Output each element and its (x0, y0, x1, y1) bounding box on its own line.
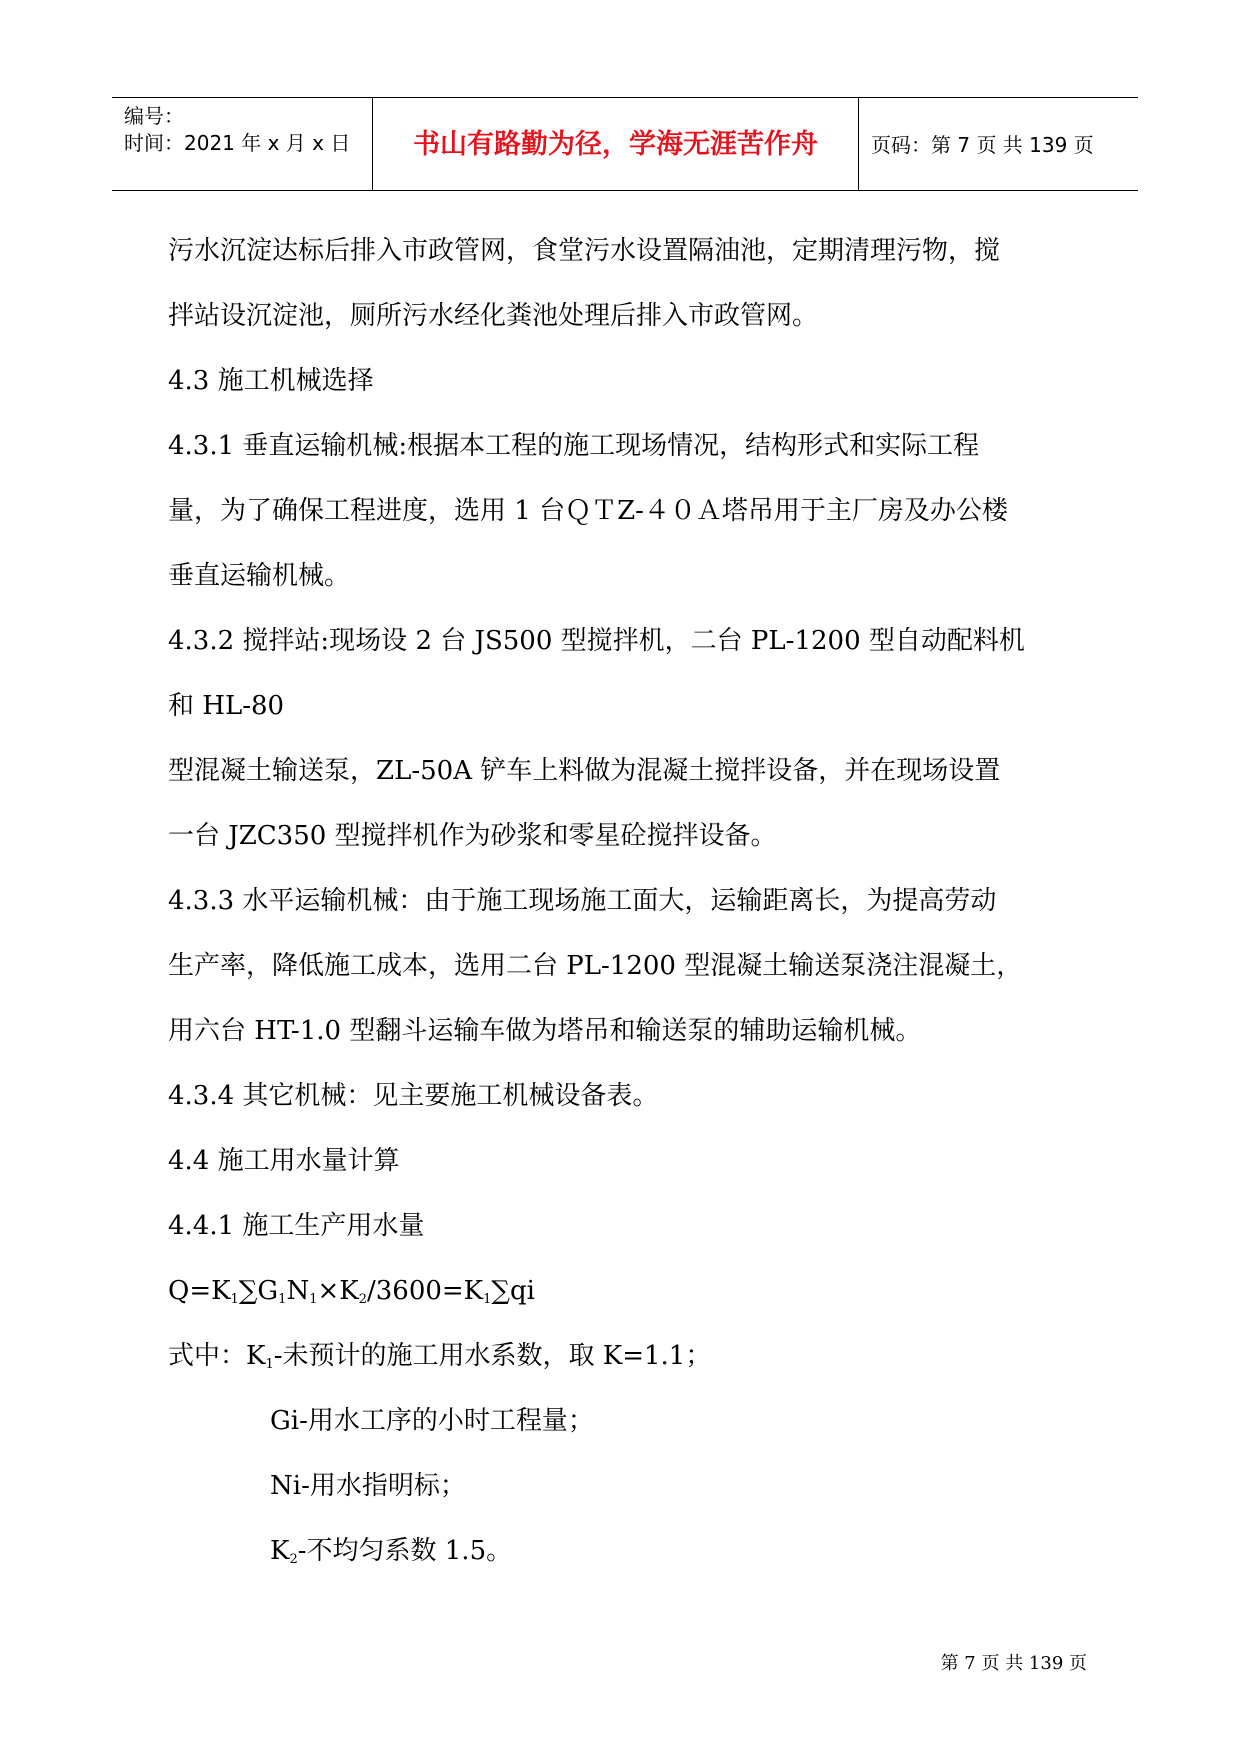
formula-subscript: 1 (483, 1292, 492, 1307)
formula-part: ∑G (238, 1276, 279, 1306)
formula-subscript: 2 (358, 1292, 367, 1307)
definition-k1 (168, 1333, 1088, 1398)
definition-text: -未预计的施工用水系数，取 K=1.1； (273, 1341, 712, 1371)
body-line: 和 HL-80 (168, 691, 285, 721)
formula-subscript: 1 (265, 1357, 274, 1372)
document-body (168, 228, 1088, 1593)
body-line: 4.3.1 垂直运输机械:根据本工程的施工现场情况，结构形式和实际工程 (168, 431, 980, 461)
section-heading: 4.4 施工用水量计算 (168, 1146, 400, 1176)
body-line: 生产率，降低施工成本，选用二台 PL-1200 型混凝土输送泵浇注混凝土， (168, 951, 1023, 981)
formula-subscript: 1 (278, 1292, 287, 1307)
water-formula (168, 1268, 1088, 1333)
definition-prefix: K (270, 1536, 290, 1566)
definition-text: -不均匀系数 1.5。 (297, 1536, 513, 1566)
page-footer: 第 7 页 共 139 页 (940, 1653, 1087, 1674)
body-line: 污水沉淀达标后排入市政管网，食堂污水设置隔油池，定期清理污物，搅 (168, 236, 1001, 266)
formula-part: /3600=K (366, 1276, 484, 1306)
body-line: 一台 JZC350 型搅拌机作为砂浆和零星砼搅拌设备。 (168, 821, 777, 851)
body-line: 4.3.4 其它机械：见主要施工机械设备表。 (168, 1081, 659, 1111)
body-line: 型混凝土输送泵，ZL-50A 铲车上料做为混凝土搅拌设备，并在现场设置 (168, 756, 1001, 786)
formula-part: ×K (317, 1276, 359, 1306)
formula-subscript: 2 (289, 1552, 298, 1567)
header-meta-cell (112, 98, 372, 190)
page-header (112, 97, 1138, 191)
formula-part: N (286, 1276, 310, 1306)
body-line: 4.3.2 搅拌站:现场设 2 台 JS500 型搅拌机，二台 PL-1200 型自动配料机 (168, 626, 1025, 656)
header-page-info: 页码：第 7 页 共 139 页 (871, 133, 1094, 157)
formula-subscript: 1 (230, 1292, 239, 1307)
document-number-label: 编号： (124, 104, 184, 128)
formula-part: ∑qi (491, 1276, 535, 1306)
formula-part: Q=K (168, 1276, 231, 1306)
body-line: 垂直运输机械。 (168, 561, 351, 591)
header-motto: 书山有路勤为径，学海无涯苦作舟 (413, 129, 818, 160)
body-line: 用六台 HT-1.0 型翻斗运输车做为塔吊和输送泵的辅助运输机械。 (168, 1016, 922, 1046)
document-time-label: 时间：2021 年 x 月 x 日 (124, 131, 351, 155)
header-motto-cell (372, 98, 859, 190)
definition-gi: Gi-用水工序的小时工程量； (270, 1406, 594, 1436)
subsection-heading: 4.4.1 施工生产用水量 (168, 1211, 425, 1241)
definition-ni: Ni-用水指明标； (270, 1471, 466, 1501)
section-heading: 4.3 施工机械选择 (168, 366, 374, 396)
body-line: 量，为了确保工程进度，选用 1 台ＱＴZ-４０Ａ塔吊用于主厂房及办公楼 (168, 496, 1008, 526)
definition-prefix: 式中：K (168, 1341, 266, 1371)
header-page-cell (859, 98, 1138, 190)
definition-k2 (168, 1528, 1088, 1593)
formula-subscript: 1 (309, 1292, 318, 1307)
body-line: 拌站设沉淀池，厕所污水经化粪池处理后排入市政管网。 (168, 301, 819, 331)
body-line: 4.3.3 水平运输机械：由于施工现场施工面大，运输距离长，为提高劳动 (168, 886, 997, 916)
